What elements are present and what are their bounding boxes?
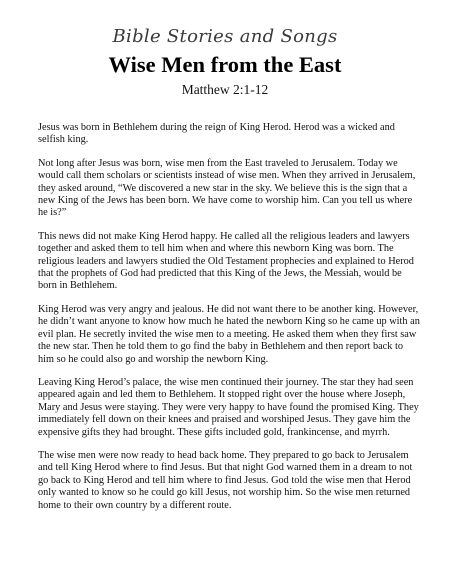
story-paragraph: Jesus was born in Bethlehem during the reign of King Herod. Herod was a wicked and selfish king. <box>38 122 395 146</box>
story-body <box>38 122 420 523</box>
story-paragraph: Not long after Jesus was born, wise men from the East traveled to Jerusalem. Today we would call them scholars or scientists instead of wise men. When they arrived in Jerusalem, they asked around, “We discovered a new star in the sky. We believe this is the sign that a new King of the Jews has been born. We have come to worship him. Can you tell us where he is?” <box>38 157 416 219</box>
story-title: Wise Men from the East <box>108 52 342 77</box>
scripture-reference: Matthew 2:1-12 <box>181 82 269 97</box>
story-paragraph: The wise men were now ready to head back home. They prepared to go back to Jerusalem and tell King Herod where to find Jesus. But that night God warned them in a dream to not go back to King Herod and tell him where to find Jesus. God told the wise men that Herod only wanted to know so he could go kill Jesus, not worship him. So the wise men returned home to their own country by a different route. <box>38 449 413 511</box>
series-title: Bible Stories and Songs <box>112 26 338 47</box>
story-paragraph: This news did not make King Herod happy. He called all the religious leaders and lawyers together and asked them to tell him when and where this newborn King was born. The religious leaders and lawyers studied the Old Testament prophecies and explained to Herod that the prophets of God had predicted that this King of the Jews, the Messiah, would be born in Bethlehem. <box>38 230 414 292</box>
story-paragraph: King Herod was very angry and jealous. He did not want there to be another king. However, he didn’t want anyone to know how much he hated the newborn King so he came up with an evil plan. He secretly invited the wise men to a meeting. He asked them when they first saw the new star. Then he told them to go find the baby in Bethlehem and then report back to him so he could also go and worship the newborn King. <box>38 303 420 365</box>
story-paragraph: Leaving King Herod’s palace, the wise men continued their journey. The star they had seen appeared again and led them to Bethlehem. It stopped right over the house where Joseph, Mary and Jesus were staying. They were very happy to have found the promised King. They immediately fell down on their knees and praised and worshiped Jesus. They gave him the expensive gifts they had brought. These gifts included gold, frankincense, and myrrh. <box>38 376 419 438</box>
